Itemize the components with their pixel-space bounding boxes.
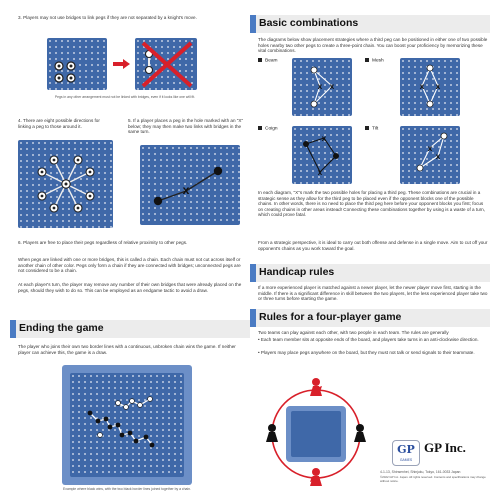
svg-text:X: X: [419, 84, 425, 91]
four-player-title-bar: [250, 309, 490, 327]
remove-bridges-paragraph: At each player's turn, the player may remove any number of their own bridges that were already placed on the pegs, should they wish to do so. This can be employed as an endgame tactic to avoid a draw.: [18, 282, 242, 293]
combo-mesh-diagram: [400, 58, 460, 116]
four-player-bullet-1: • Each team member sits at opposite ends of the board, and players take turns in an anti-clockwise direction.: [258, 337, 479, 342]
company-copyright: ©2022 GP Inc. Japan. All rights reserved. Contents and specifications may change without notice.: [380, 475, 486, 483]
handicap-title-bar: [250, 264, 490, 282]
combo-label-mesh: Mesh: [365, 58, 384, 65]
company-name: GP Inc.: [424, 440, 466, 455]
four-player-title-accent: [250, 309, 256, 327]
rule-4-text: 4. There are eight possible directions for linking a peg to those around it.: [18, 118, 100, 129]
svg-text:X: X: [182, 187, 190, 197]
basic-title-accent: [250, 15, 256, 33]
arrow-icon: [113, 59, 131, 69]
svg-text:X: X: [329, 84, 335, 91]
basic-text: The diagrams below show placement strategies where a third peg can be positioned in either one of two possible holes nearby two other pegs to create a three-point chain. You can boost your proficiency by memorizing these vital combinations.: [258, 37, 488, 54]
combo-label-beam: Beam: [258, 58, 278, 65]
chain-paragraph: When pegs are linked with one or more bridges, this is called a chain. Each chain must not cut across itself or another chain of other color. Pegs only form a chain if they are connected with bridges; unconnected pegs are not considered to be a chain.: [18, 257, 241, 274]
combo-beam-diagram: [292, 58, 352, 116]
rule-3-pegs-left: [47, 38, 107, 90]
gp-logo: [392, 440, 420, 466]
ending-board-frame: [62, 365, 192, 485]
combo-beam-board: [292, 58, 352, 116]
svg-text:X: X: [317, 170, 323, 177]
svg-text:X: X: [435, 84, 441, 91]
combo-label-tilt: Tilt: [365, 126, 378, 133]
rule-5-double-link-diagram: [140, 145, 240, 225]
four-player-bullet-2: • Players may place pegs anywhere on the board, but they must not talk or send signals to their teammate.: [258, 350, 475, 355]
four-player-intro: Two teams can play against each other, with two people in each team. The rules are generally: [258, 330, 449, 335]
player-pawn-black-left: [266, 424, 278, 442]
svg-text:X: X: [317, 84, 323, 91]
ending-caption: Example where black wins, with the two black border lines joined together by a chain.: [63, 487, 191, 491]
combo-mesh-board: [400, 58, 460, 116]
svg-text:X: X: [427, 146, 433, 153]
combo-explanation: In each diagram, "X"s mark the two possible holes for placing a third peg. These combinations are crucial in a strategic sense as they allow for the third peg to be placed even if the opponent blocks one of the possible chains. In other words, there is no need to place the third peg here before your opponent blocks you first; focus on creating chains in other areas instead! Connecting these combinations together by using is a waste of a turn, which could prove fatal.: [258, 190, 486, 218]
combo-label-coign: Coign: [258, 126, 278, 133]
handicap-text: If a more experienced player is matched against a newer player, let the newer player move first, starting in the middle. If there is a significant difference in skill between the two players, let the less experienced player take two or three turns before starting the game.: [258, 285, 488, 302]
rule-4-board: [18, 140, 113, 228]
rule-3-text: 3. Players may not use bridges to link pegs if they are not separated by a knight's move.: [18, 15, 197, 20]
ending-title-accent: [10, 320, 16, 338]
gp-logo-mark: GP: [397, 443, 415, 456]
four-player-illustration: [258, 372, 376, 492]
gp-logo-sub: GAMES: [399, 458, 413, 462]
four-player-title: Rules for a four-player game: [259, 311, 402, 323]
handicap-title: Handicap rules: [259, 266, 335, 278]
handicap-title-accent: [250, 264, 256, 282]
combo-tilt-board: [400, 126, 460, 184]
ending-board-winning-chain: [70, 373, 184, 477]
rule-5-board: [140, 145, 240, 225]
rule-3-board-right: [135, 38, 197, 90]
ending-board: [70, 373, 184, 477]
rule-3-caption: Pegs in any other arrangement must not be linked with bridges, even if it looks like one will fit.: [54, 95, 196, 99]
ending-title: Ending the game: [19, 322, 104, 334]
player-pawn-black-right: [354, 424, 366, 442]
svg-text:X: X: [321, 136, 327, 143]
ending-title-bar: [10, 320, 250, 338]
rule-6-text: 6. Players are free to place their pegs regardless of relative proximity to other pegs.: [18, 240, 188, 245]
basic-title: Basic combinations: [259, 17, 359, 29]
combo-coign-diagram: [292, 126, 352, 184]
svg-text:X: X: [435, 154, 441, 161]
rule-3-board-left: [47, 38, 107, 90]
ending-text: The player who joins their own two border lines with a continuous, unbroken chain wins the game. If neither player can achieve this, the game is a draw.: [18, 344, 236, 355]
basic-title-bar: [250, 15, 490, 33]
rule-4-directions-diagram: [18, 140, 113, 228]
rule-5-text: 5. If a player places a peg in the hole marked with an "X" below; they may then make two links with bridges in the same turn.: [128, 118, 244, 135]
combo-coign-board: [292, 126, 352, 184]
company-address: 4-1-13, Shinsenhei, Shinjuku, Tokyo, 161-0033 Japan: [380, 470, 461, 474]
strategy-text: From a strategic perspective, it is ideal to carry out both offense and defense in a single move. Aim to cut off your opponent's chains as you work toward the goal.: [258, 240, 488, 251]
combo-tilt-diagram: [400, 126, 460, 184]
rule-3-invalid-diagram: [135, 38, 197, 90]
